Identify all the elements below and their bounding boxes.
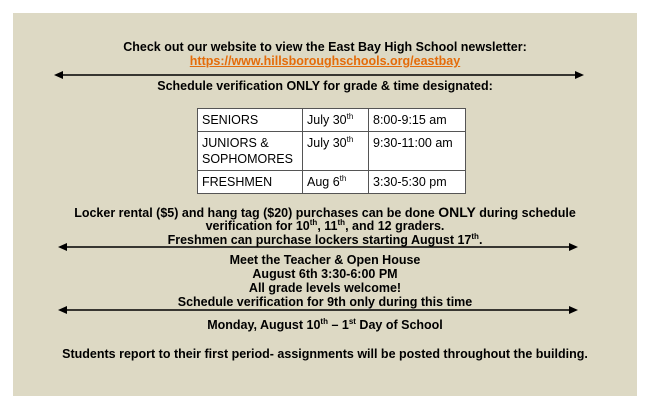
open-house-title: Meet the Teacher & Open House bbox=[229, 253, 421, 267]
footer-note: Students report to their first period- assignments will be posted throughout the building. bbox=[62, 347, 588, 361]
newsletter-link-wrap bbox=[0, 54, 650, 69]
time-cell: 8:00-9:15 am bbox=[369, 109, 466, 132]
locker-line-3: Freshmen can purchase lockers starting August 17th. bbox=[167, 232, 483, 247]
time-cell: 3:30-5:30 pm bbox=[369, 171, 466, 194]
date-cell: Aug 6th bbox=[303, 171, 369, 194]
locker-line-2: verification for 10th, 11th, and 12 graders. bbox=[205, 218, 445, 233]
open-house-welcome: All grade levels welcome! bbox=[248, 281, 402, 295]
newsletter-link[interactable]: https://www.hillsboroughschools.org/eastbay bbox=[189, 54, 461, 68]
time-cell: 9:30-11:00 am bbox=[369, 132, 466, 171]
open-house-note: Schedule verification for 9th only during this time bbox=[177, 295, 473, 309]
open-house-date: August 6th 3:30-6:00 PM bbox=[252, 267, 398, 281]
schedule-table bbox=[197, 108, 466, 194]
date-cell: July 30th bbox=[303, 132, 369, 171]
group-cell: SENIORS bbox=[198, 109, 303, 132]
newsletter-text: Check out our website to view the East Bay High School newsletter: bbox=[123, 40, 527, 54]
table-row bbox=[198, 132, 466, 171]
divider-arrow-3 bbox=[58, 305, 578, 315]
date-cell: July 30th bbox=[303, 109, 369, 132]
first-day-heading: Monday, August 10th – 1st Day of School bbox=[207, 317, 443, 332]
table-row bbox=[198, 109, 466, 132]
table-row bbox=[198, 171, 466, 194]
group-cell: FRESHMEN bbox=[198, 171, 303, 194]
divider-arrow-2 bbox=[58, 242, 578, 252]
verification-heading: Schedule verification ONLY for grade & time designated: bbox=[157, 79, 493, 93]
locker-line-1: Locker rental ($5) and hang tag ($20) purchases can be done ONLY during schedule bbox=[74, 204, 576, 220]
group-cell: JUNIORS & SOPHOMORES bbox=[198, 132, 303, 171]
